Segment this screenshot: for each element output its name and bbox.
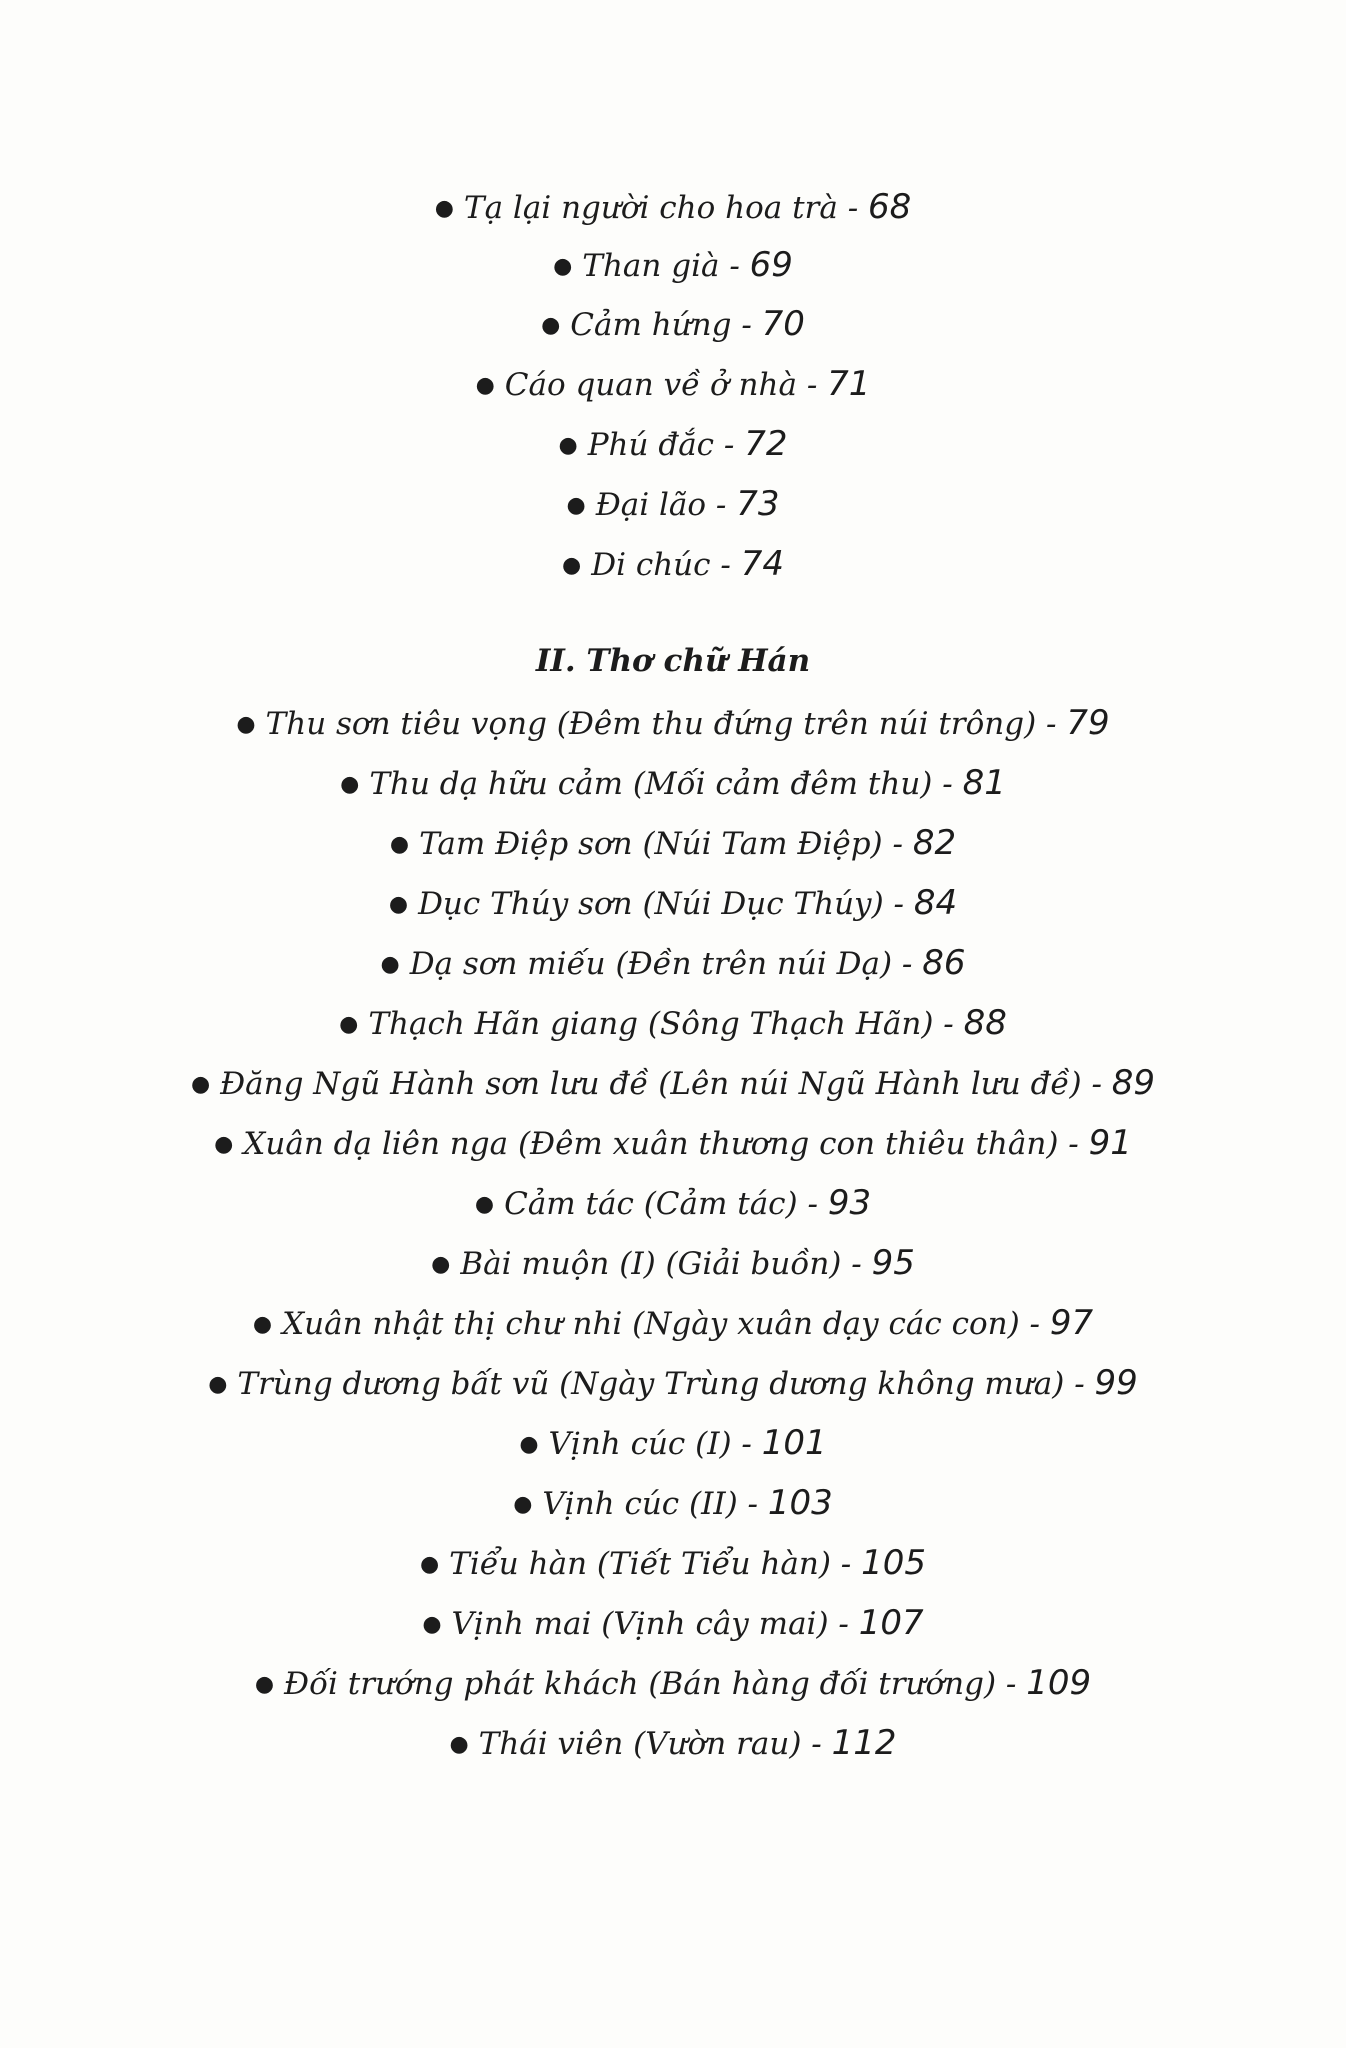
toc-entry-title: Di chúc -	[591, 547, 741, 583]
toc-entry	[0, 187, 1346, 232]
toc-entry-title: Đối trướng phát khách (Bán hàng đối trướng) -	[284, 1666, 1027, 1702]
bullet-icon: ●	[340, 772, 360, 797]
toc-entry	[0, 1123, 1346, 1168]
toc-entry	[0, 1183, 1346, 1228]
bullet-icon: ●	[475, 373, 495, 398]
bullet-icon: ●	[208, 1372, 228, 1397]
toc-entry-title: Cảm hứng -	[570, 307, 762, 343]
toc-entry-title: Dạ sơn miếu (Đền trên núi Dạ) -	[409, 946, 923, 982]
toc-entry-page: 86	[922, 943, 966, 983]
toc-entry-page: 105	[861, 1543, 927, 1583]
toc-entry	[0, 1363, 1346, 1408]
toc-entry-title: Đăng Ngũ Hành sơn lưu đề (Lên núi Ngũ Hành lưu đề) -	[220, 1066, 1112, 1102]
toc-entry	[0, 1423, 1346, 1468]
toc-entry-page: 70	[761, 304, 805, 344]
toc-entry-title: Trùng dương bất vũ (Ngày Trùng dương không mưa) -	[237, 1366, 1095, 1402]
toc-entry-title: Vịnh mai (Vịnh cây mai) -	[451, 1606, 859, 1642]
bullet-icon: ●	[562, 553, 582, 578]
toc-entry-page: 95	[871, 1243, 915, 1283]
toc-entry-title: Thái viên (Vườn rau) -	[478, 1726, 832, 1762]
bullet-icon: ●	[541, 313, 561, 338]
toc-entry	[0, 1603, 1346, 1648]
toc-entry-page: 103	[767, 1483, 833, 1523]
toc-entry-page: 99	[1094, 1363, 1138, 1403]
toc-entry-title: Cảm tác (Cảm tác) -	[504, 1186, 828, 1222]
bullet-icon: ●	[422, 1612, 442, 1637]
toc-entry-title: Tạ lại người cho hoa trà -	[463, 190, 869, 226]
toc-entry	[0, 823, 1346, 868]
toc-entry-page: 97	[1049, 1303, 1094, 1343]
toc-entry	[0, 245, 1346, 290]
bullet-icon: ●	[558, 433, 578, 458]
toc-entry	[0, 763, 1346, 808]
bullet-icon: ●	[380, 952, 400, 977]
bullet-icon: ●	[236, 712, 256, 737]
toc-entry-title: Cáo quan về ở nhà -	[504, 367, 828, 403]
bullet-icon: ●	[339, 1012, 359, 1037]
section-heading: II. Thơ chữ Hán	[535, 643, 811, 679]
toc-entry-page: 82	[912, 823, 957, 863]
toc-entry-page: 72	[744, 424, 788, 464]
toc-entry-title: Vịnh cúc (II) -	[542, 1486, 768, 1522]
bullet-icon: ●	[566, 493, 586, 518]
toc-entry	[0, 1303, 1346, 1348]
toc-entry-page: 112	[831, 1723, 897, 1763]
toc-entry	[0, 1483, 1346, 1528]
toc-entry-page: 89	[1111, 1063, 1156, 1103]
toc-entry-page: 69	[749, 245, 793, 285]
toc-entry-page: 84	[913, 883, 958, 923]
toc-entry-page: 107	[858, 1603, 924, 1643]
toc-entry	[0, 424, 1346, 469]
bullet-icon: ●	[252, 1312, 273, 1337]
bullet-icon: ●	[254, 1672, 275, 1697]
toc-entry	[0, 1243, 1346, 1288]
toc-entry-page: 109	[1026, 1663, 1092, 1703]
toc-entry-title: Xuân nhật thị chư nhi (Ngày xuân dạy các con) -	[282, 1306, 1050, 1342]
bullet-icon: ●	[553, 254, 573, 279]
toc-entry	[0, 1003, 1346, 1048]
toc-entry-title: Thạch Hãn giang (Sông Thạch Hãn) -	[368, 1006, 964, 1042]
toc-entry-title: Than già -	[582, 248, 750, 284]
bullet-icon: ●	[388, 892, 409, 917]
toc-entry	[0, 703, 1346, 748]
bullet-icon: ●	[389, 832, 410, 857]
toc-entry	[0, 1543, 1346, 1588]
toc-entry-page: 91	[1088, 1123, 1132, 1163]
bullet-icon: ●	[434, 196, 454, 221]
toc-entry-page: 93	[827, 1183, 872, 1223]
toc-entry	[0, 883, 1346, 928]
toc-entry-page: 74	[740, 544, 784, 584]
bullet-icon: ●	[214, 1132, 234, 1157]
bullet-icon: ●	[474, 1192, 495, 1217]
toc-entry	[0, 364, 1346, 409]
toc-entry-page: 68	[868, 187, 912, 227]
bullet-icon: ●	[431, 1252, 451, 1277]
bullet-icon: ●	[419, 1552, 440, 1577]
toc-entry-page: 71	[827, 364, 871, 404]
bullet-icon: ●	[449, 1732, 469, 1757]
toc-entry-page: 79	[1066, 703, 1110, 743]
toc-entry	[0, 544, 1346, 589]
toc-entry-title: Tiểu hàn (Tiết Tiểu hàn) -	[449, 1546, 862, 1582]
toc-entry	[0, 943, 1346, 988]
toc-entry	[0, 1663, 1346, 1708]
toc-entry	[0, 304, 1346, 349]
bullet-icon: ●	[513, 1492, 533, 1517]
bullet-icon: ●	[190, 1072, 211, 1097]
bullet-icon: ●	[519, 1432, 539, 1457]
toc-entry-title: Phú đắc -	[587, 427, 745, 463]
toc-entry-title: Đại lão -	[595, 487, 737, 523]
toc-entry-title: Bài muộn (I) (Giải buồn) -	[460, 1246, 872, 1282]
toc-entry-page: 101	[761, 1423, 827, 1463]
toc-entry-title: Tam Điệp sơn (Núi Tam Điệp) -	[419, 826, 913, 862]
toc-entry-title: Vịnh cúc (I) -	[548, 1426, 762, 1462]
toc-entry-title: Thu dạ hữu cảm (Mối cảm đêm thu) -	[369, 766, 963, 802]
toc-entry	[0, 1723, 1346, 1768]
toc-entry-title: Dục Thúy sơn (Núi Dục Thúy) -	[418, 886, 914, 922]
toc-entry	[0, 1063, 1346, 1108]
toc-entry	[0, 484, 1346, 529]
toc-entry-title: Thu sơn tiêu vọng (Đêm thu đứng trên núi trông) -	[265, 706, 1067, 742]
toc-entry-page: 88	[963, 1003, 1007, 1043]
toc-entry-page: 73	[736, 484, 780, 524]
toc-entry-title: Xuân dạ liên nga (Đêm xuân thương con thiêu thân) -	[243, 1126, 1089, 1162]
toc-entry-page: 81	[962, 763, 1006, 803]
